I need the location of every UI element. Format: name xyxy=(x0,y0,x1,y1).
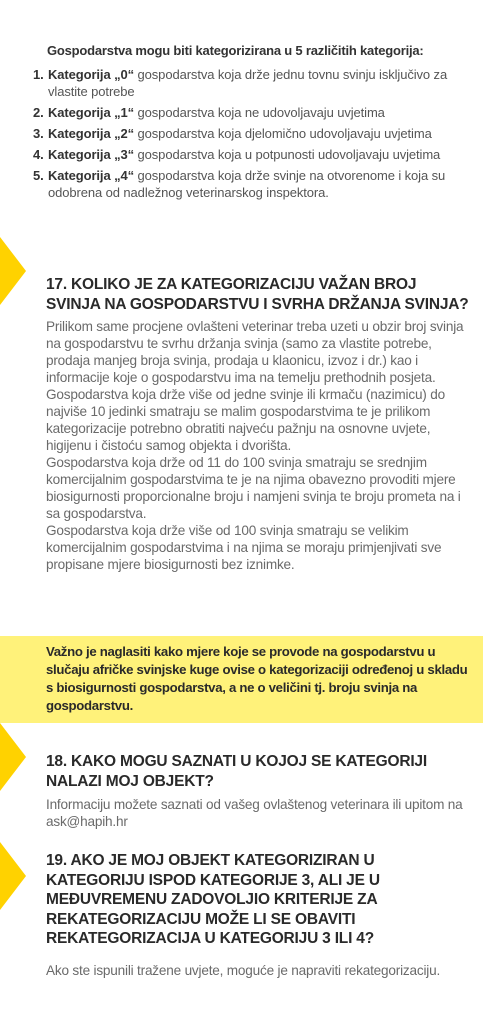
paragraph: Gospodarstva koja drže više od 100 svinja smatraju se velikim komercijalnim gospodarstvima i na njima se moraju primjenjivati sve propisane mjere biosigurnosti bez iznimke. xyxy=(46,523,442,572)
list-item xyxy=(28,146,468,163)
category-name: Kategorija „2“ xyxy=(48,126,135,141)
category-name: Kategorija „1“ xyxy=(48,105,135,120)
list-number: 1. xyxy=(33,67,44,82)
list-item xyxy=(28,66,468,100)
category-description: gospodarstva koja drže jednu tovnu svinju isključivo za vlastite potrebe xyxy=(48,67,448,99)
category-name: Kategorija „3“ xyxy=(48,147,135,162)
paragraph: Gospodarstva koja drže od 11 do 100 svinja smatraju se srednjim komercijalnim gospodarstvima te je na njima obavezno provoditi mjere biosigurnosti proporcionalne broju i namjeni svinja te broju prometa na i sa gospodarstva. xyxy=(46,455,461,521)
question-18-title: 18. KAKO MOGU SAZNATI U KOJOJ SE KATEGORIJI NALAZI MOJ OBJEKT? xyxy=(46,753,427,790)
highlight-text: Važno je naglasiti kako mjere koje se provode na gospodarstvu u slučaju afričke svinjske kuge ovise o kategorizaciji određenoj u skladu s biosigurnosti gospodarstva, a ne o veličini tj. broju svinja na gospodarstvu. xyxy=(46,644,468,713)
arrow-marker-q17 xyxy=(0,237,26,305)
category-name: Kategorija „4“ xyxy=(48,168,135,183)
paragraph: Gospodarstva koja drže više od jedne svinje ili krmaču (nazimicu) do najviše 10 jedinki smatraju se malim gospodarstvima te je prilikom kategorizacije potrebno obratiti najveću pažnju na osnovne uvjete, higijenu i čistoću samog objekta i dvorišta. xyxy=(46,387,445,453)
question-19-answer: Ako ste ispunili tražene uvjete, moguće je napraviti rekategorizaciju. xyxy=(46,963,441,978)
list-item xyxy=(28,125,468,142)
arrow-marker-q18 xyxy=(0,723,26,791)
list-number: 2. xyxy=(33,105,44,120)
question-17-title: 17. KOLIKO JE ZA KATEGORIZACIJU VAŽAN BROJ SVINJA NA GOSPODARSTVU I SVRHA DRŽANJA SVINJA? xyxy=(46,276,469,313)
category-list xyxy=(28,66,468,205)
list-item xyxy=(28,104,468,121)
paragraph: Prilikom same procjene ovlašteni veterinar treba uzeti u obzir broj svinja na gospodarstvu te svrhu držanja svinja (samo za vlastite potrebe, prodaja manjeg broja svinja, prodaja u klaonicu, izvoz i dr.) kao i informacije koje o gospodarstvu ima na temelju prethodnih posjeta. xyxy=(46,319,464,385)
list-number: 3. xyxy=(33,126,44,141)
question-19-title: 19. AKO JE MOJ OBJEKT KATEGORIZIRAN U KATEGORIJU ISPOD KATEGORIJE 3, ALI JE U MEĐUVREMENU ZADOVOLJIO KRITERIJE ZA REKATEGORIZACIJU MOŽE LI SE OBAVITI REKATEGORIZACIJA U KATEGORIJU 3 ILI 4? xyxy=(46,852,380,947)
list-item xyxy=(28,167,468,201)
intro-text: Gospodarstva mogu biti kategorizirana u 5 različitih kategorija: xyxy=(47,43,424,58)
category-description: gospodarstva koja u potpunosti udovoljavaju uvjetima xyxy=(134,147,441,162)
category-description: gospodarstva koja djelomično udovoljavaju uvjetima xyxy=(134,126,432,141)
category-name: Kategorija „0“ xyxy=(48,67,135,82)
arrow-marker-q19 xyxy=(0,842,26,910)
category-description: gospodarstva koja drže svinje na otvorenome i koja su odobrena od nadležnog veterinarskog inspektora. xyxy=(48,168,446,200)
category-description: gospodarstva koja ne udovoljavaju uvjetima xyxy=(134,105,385,120)
list-number: 4. xyxy=(33,147,44,162)
question-17-answer xyxy=(46,318,471,573)
question-18-answer: Informaciju možete saznati od vašeg ovlaštenog veterinara ili upitom na ask@hapih.hr xyxy=(46,797,463,829)
list-number: 5. xyxy=(33,168,44,183)
